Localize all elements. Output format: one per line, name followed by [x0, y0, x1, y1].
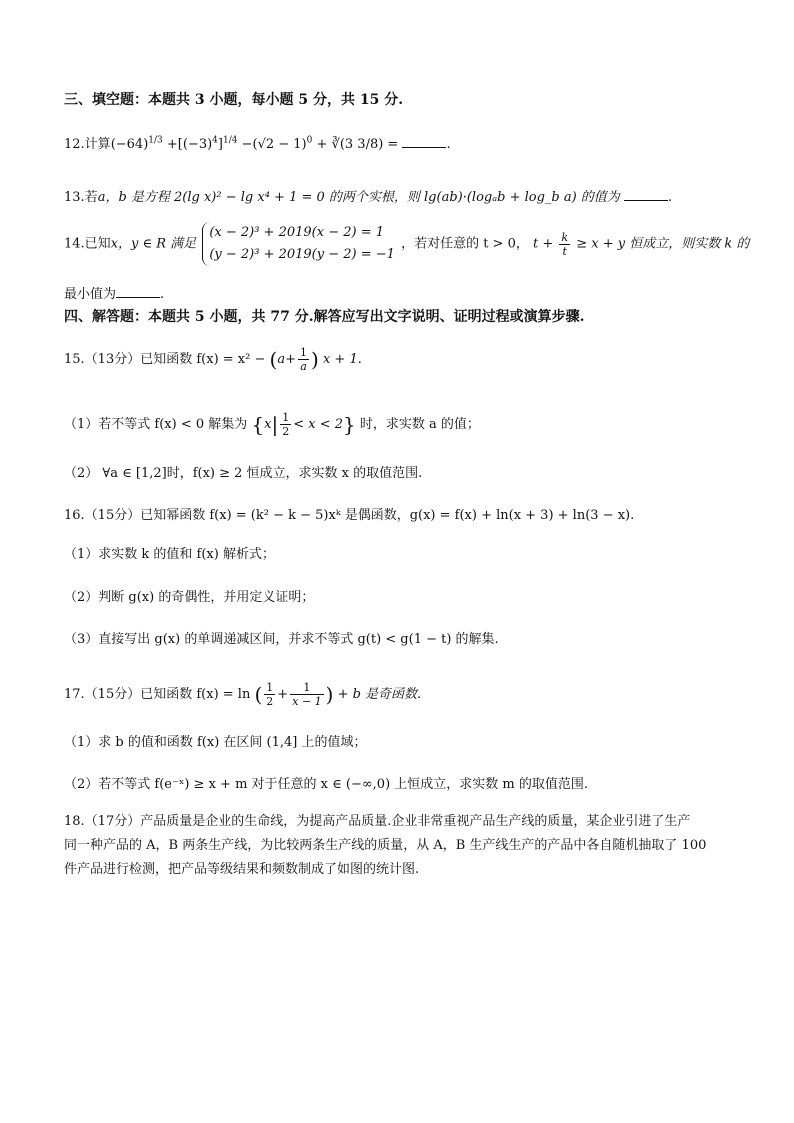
fraction-k-over-t: $\frac{k}{t}$: [561, 230, 569, 258]
question-15-part2: （2） ∀a ∈ [1,2]时，f(x) ≥ 2 恒成立，求实数 x 的取值范围.: [64, 466, 423, 481]
question-16-part1: （1）求实数 k 的值和 f(x) 解析式；: [64, 547, 275, 562]
section-3-title: 三、填空题：本题共 3 小题，每小题 5 分，共 15 分.: [64, 92, 404, 108]
question-16-part2: （2）判断 g(x) 的奇偶性，并用定义证明；: [64, 590, 315, 605]
question-17-part1: （1）求 b 的值和函数 f(x) 在区间 (1,4] 上的值域；: [64, 735, 367, 750]
answer-blank-14[interactable]: [116, 283, 160, 298]
section-4-title: 四、解答题：本题共 5 小题，共 77 分.解答应写出文字说明、证明过程或演算步骤.: [64, 309, 585, 325]
question-15-part1: （1）若不等式 f(x) < 0 解集为 {x| $\frac{1}{2}$ < x < 2} 时，求实数 a 的值；: [64, 411, 480, 438]
question-17-part2: （2）若不等式 f(e⁻ˣ) ≥ x + m 对于任意的 x ∈ (−∞,0) 上恒成立，求实数 m 的取值范围.: [64, 777, 589, 792]
answer-blank-13[interactable]: [624, 186, 668, 201]
question-16-part3: （3）直接写出 g(x) 的单调递减区间，并求不等式 g(t) < g(1 − t) 的解集.: [64, 632, 499, 647]
question-15: 15.（13分）已知函数 f(x) = x² − (a+ $\frac{1}{a}$ ) x + 1.: [64, 346, 362, 373]
question-18-line1: 18.（17分）产品质量是企业的生命线，为提高产品质量.企业非常重视产品生产线的质量，某企业引进了生产: [64, 814, 691, 829]
question-17: 17.（15分）已知函数 f(x) = ln ( $\frac{1}{2}$ + $\frac{1}{x - 1}$ ) + b 是奇函数.: [64, 681, 422, 708]
question-12: 12.计算$(-64)^{1/3} +[(-3)^4]^{1/4} -(√2 - 1)^0$ + ∛(3 3/8) = .: [64, 133, 451, 155]
question-13: 13.若a，b 是方程 2(lg x)² − lg x⁴ + 1 = 0 的两个实根，则 lg(ab)·(logₐb + log_b a) 的值为 .: [64, 186, 672, 208]
question-18-line3: 件产品进行检测，把产品等级结果和频数制成了如图的统计图.: [64, 862, 420, 877]
question-14: 14.已知x，y ∈ R 满足 (x − 2)³ + 2019(x − 2) = 1 (y − 2)³ + 2019(y − 2) = −1 ，若对任意的 t > 0， t + $\frac{k}{t}$ ≥ x + y 恒成立，则实数 k 的: [64, 222, 749, 266]
question-18-line2: 同一种产品的 A，B 两条生产线，为比较两条生产线的质量，从 A，B 生产线生产的产品中各自随机抽取了 100: [64, 838, 707, 853]
question-14-line2: 最小值为 .: [64, 283, 164, 305]
answer-blank-12[interactable]: [402, 133, 446, 148]
question-16: 16.（15分）已知幂函数 f(x) = (k² − k − 5)xᵏ 是偶函数，g(x) = f(x) + ln(x + 3) + ln(3 − x).: [64, 508, 635, 523]
equation-system: (x − 2)³ + 2019(x − 2) = 1 (y − 2)³ + 2019(y − 2) = −1: [202, 222, 395, 266]
